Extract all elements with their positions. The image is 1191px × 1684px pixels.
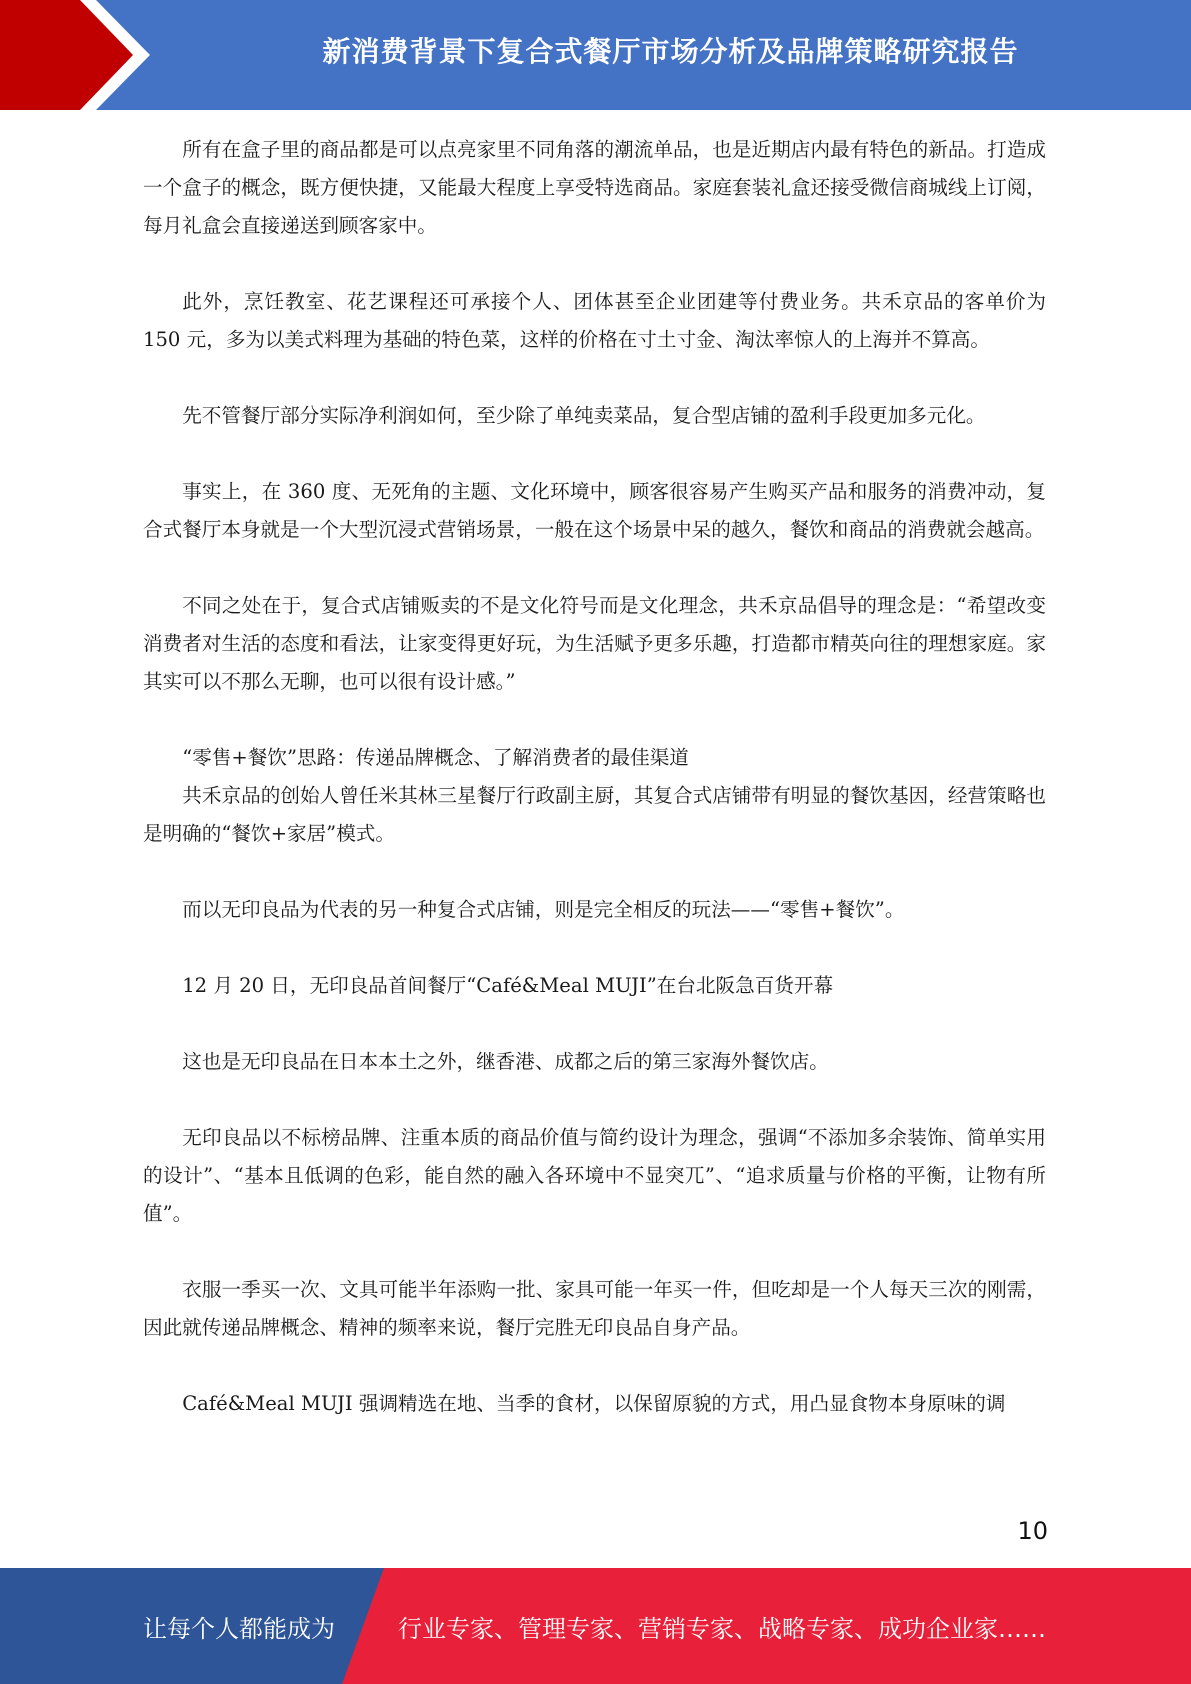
paragraph: 无印良品以不标榜品牌、注重本质的商品价值与简约设计为理念，强调“不添加多余装饰、简单实用的设计”、“基本且低调的色彩，能自然的融入各环境中不显突兀”、“追求质量与价格的平衡，让物有所值”。 [143,1126,1046,1225]
paragraph: 不同之处在于，复合式店铺贩卖的不是文化符号而是文化理念，共禾京品倡导的理念是：“希望改变消费者对生活的态度和看法，让家变得更好玩，为生活赋予更多乐趣，打造都市精英向往的理想家庭。家其实可以不那么无聊，也可以很有设计感。” [143,594,1046,693]
paragraph: 事实上，在 360 度、无死角的主题、文化环境中，顾客很容易产生购买产品和服务的消费冲动，复合式餐厅本身就是一个大型沉浸式营销场景，一般在这个场景中呆的越久，餐饮和商品的消费就会越高。 [143,480,1046,541]
paragraph: 而以无印良品为代表的另一种复合式店铺，则是完全相反的玩法——“零售+餐饮”。 [182,898,905,921]
paragraph: 此外，烹饪教室、花艺课程还可承接个人、团体甚至企业团建等付费业务。共禾京品的客单价为 150 元，多为以美式料理为基础的特色菜，这样的价格在寸土寸金、淘汰率惊人的上海并不算高。 [143,290,1046,351]
paragraph: 共禾京品的创始人曾任米其林三星餐厅行政副主厨，其复合式店铺带有明显的餐饮基因，经营策略也是明确的“餐饮+家居”模式。 [143,784,1046,845]
report-title: 新消费背景下复合式餐厅市场分析及品牌策略研究报告 [322,35,1019,68]
paragraph: 先不管餐厅部分实际净利润如何，至少除了单纯卖菜品，复合型店铺的盈利手段更加多元化。 [182,404,986,427]
paragraph: 12 月 20 日，无印良品首间餐厅“Café&Meal MUJI”在台北阪急百货开幕 [182,974,834,997]
paragraph: Café&Meal MUJI 强调精选在地、当季的食材，以保留原貌的方式，用凸显食物本身原味的调 [182,1392,1006,1415]
document-body [143,131,1046,1423]
footer-slogan-left: 让每个人都能成为 [143,1614,335,1643]
header-arrow-icon [0,0,160,110]
footer-slogan-right: 行业专家、管理专家、营销专家、战略专家、成功企业家…… [398,1614,1046,1643]
page-number: 10 [1017,1517,1048,1545]
page-footer [0,1568,1191,1684]
paragraph: 所有在盒子里的商品都是可以点亮家里不同角落的潮流单品，也是近期店内最有特色的新品。打造成一个盒子的概念，既方便快捷，又能最大程度上享受特选商品。家庭套装礼盒还接受微信商城线上订阅，每月礼盒会直接递送到顾客家中。 [143,138,1046,237]
paragraph: 衣服一季买一次、文具可能半年添购一批、家具可能一年买一件，但吃却是一个人每天三次的刚需，因此就传递品牌概念、精神的频率来说，餐厅完胜无印良品自身产品。 [143,1278,1046,1339]
section-heading: “零售+餐饮”思路：传递品牌概念、了解消费者的最佳渠道 [182,746,689,769]
page-header [0,0,1191,110]
paragraph: 这也是无印良品在日本本土之外，继香港、成都之后的第三家海外餐饮店。 [182,1050,829,1073]
